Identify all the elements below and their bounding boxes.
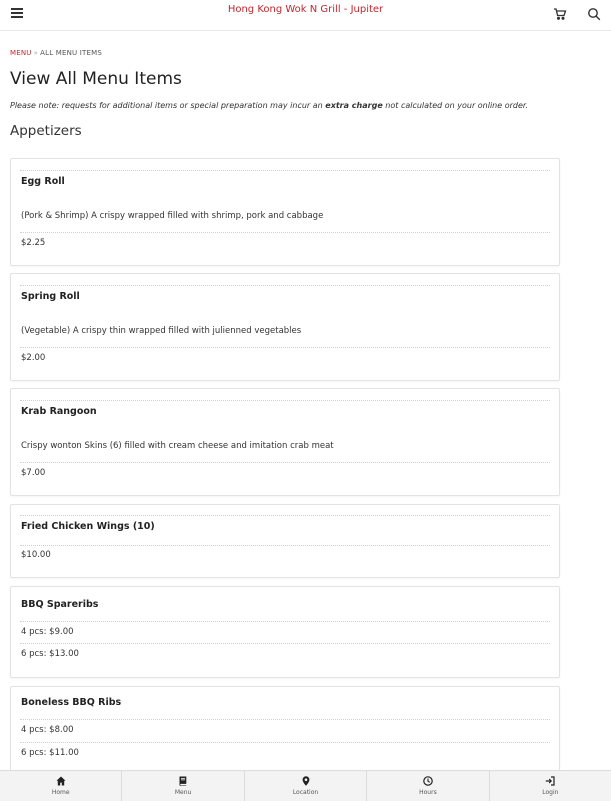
map-pin-icon	[301, 776, 311, 786]
menu-item-card[interactable]	[10, 273, 560, 381]
menu-item-name[interactable]: BBQ Spareribs	[21, 599, 99, 610]
search-icon[interactable]	[587, 6, 601, 20]
menu-item-price[interactable]: $2.25	[21, 238, 46, 248]
page-title: View All Menu Items	[10, 69, 182, 89]
menu-item-name[interactable]: Boneless BBQ Ribs	[21, 697, 122, 708]
order-note	[10, 101, 610, 110]
nav-menu[interactable]	[122, 771, 244, 801]
order-note-text: Please note: requests for additional items or special preparation may incur an	[10, 101, 326, 110]
order-note-emphasis: extra charge	[325, 101, 383, 110]
menu-item-price[interactable]: 6 pcs: $11.00	[21, 748, 79, 758]
breadcrumb-separator: »	[33, 49, 39, 57]
nav-hours[interactable]	[367, 771, 489, 801]
menu-item-description: Crispy wonton Skins (6) filled with cream cheese and imitation crab meat	[21, 441, 334, 451]
menu-item-card[interactable]	[10, 504, 560, 578]
menu-item-price[interactable]: 6 pcs: $13.00	[21, 649, 79, 659]
menu-item-name[interactable]: Krab Rangoon	[21, 406, 97, 417]
nav-login-label: Login	[542, 789, 559, 796]
menu-item-price[interactable]: $10.00	[21, 550, 51, 560]
breadcrumb	[10, 49, 102, 57]
menu-item-card[interactable]	[10, 158, 560, 266]
menu-item-price[interactable]: 4 pcs: $9.00	[21, 627, 74, 637]
home-icon	[56, 776, 66, 786]
clock-icon	[423, 776, 433, 786]
menu-item-description: (Pork & Shrimp) A crispy wrapped filled with shrimp, pork and cabbage	[21, 211, 324, 221]
nav-menu-label: Menu	[174, 789, 192, 796]
menu-item-card[interactable]	[10, 388, 560, 496]
menu-item-price[interactable]: $2.00	[21, 353, 46, 363]
nav-home-label: Home	[51, 789, 70, 796]
nav-hours-label: Hours	[419, 789, 437, 796]
menu-item-description: (Vegetable) A crispy thin wrapped filled with julienned vegetables	[21, 326, 302, 336]
menu-item-card[interactable]	[10, 586, 560, 678]
bottom-nav	[0, 770, 611, 801]
section-title: Appetizers	[10, 123, 82, 139]
menu-item-price[interactable]: 4 pcs: $8.00	[21, 725, 74, 735]
top-bar	[0, 0, 611, 31]
site-title[interactable]: Hong Kong Wok N Grill - Jupiter	[227, 4, 384, 15]
cart-icon[interactable]	[553, 6, 567, 20]
menu-item-price[interactable]: $7.00	[21, 468, 46, 478]
book-icon	[178, 776, 188, 786]
nav-home[interactable]	[0, 771, 122, 801]
breadcrumb-menu-link[interactable]: MENU	[10, 49, 32, 57]
order-note-text-end: not calculated on your online order.	[382, 101, 528, 110]
menu-item-name[interactable]: Fried Chicken Wings (10)	[21, 521, 155, 532]
nav-login[interactable]	[490, 771, 611, 801]
nav-location-label: Location	[292, 789, 319, 796]
nav-location[interactable]	[245, 771, 367, 801]
menu-item-name[interactable]: Egg Roll	[21, 176, 65, 187]
menu-item-name[interactable]: Spring Roll	[21, 291, 80, 302]
breadcrumb-current: ALL MENU ITEMS	[40, 49, 103, 57]
menu-item-card[interactable]	[10, 686, 560, 778]
login-icon	[545, 776, 555, 786]
